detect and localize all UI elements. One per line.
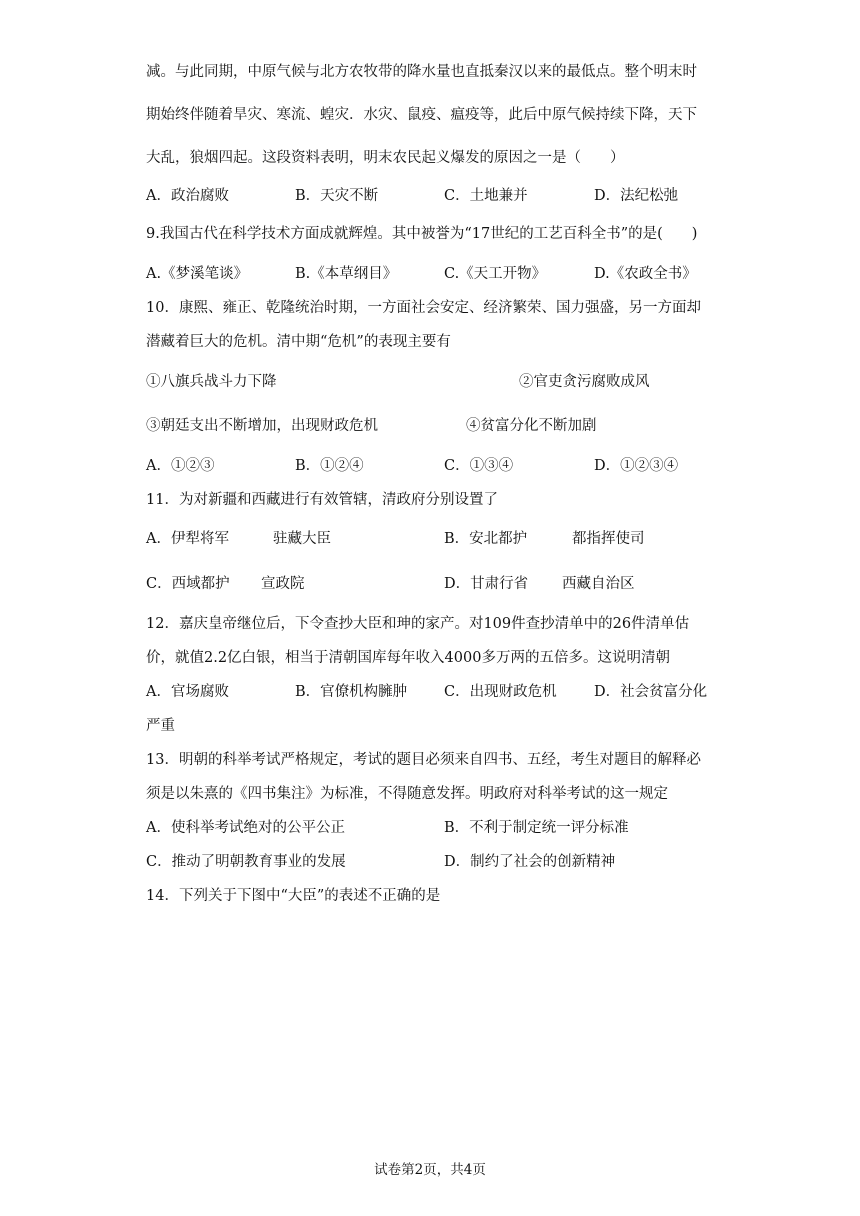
q12-option-d: D．社会贫富分化 — [594, 684, 708, 700]
q10-option-b: B．①②④ — [295, 458, 364, 474]
q11-option-d: D．甘肃行省 — [444, 576, 529, 592]
q11-option-b-second: 都指挥使司 — [572, 531, 645, 547]
q8-line-3: 大乱，狼烟四起。这段资料表明，明末农民起义爆发的原因之一是（ ） — [146, 150, 625, 166]
q9-option-b: B.《本草纲目》 — [295, 266, 398, 282]
q12-option-c: C．出现财政危机 — [444, 684, 557, 700]
q10-item-1: ①八旗兵战斗力下降 — [146, 374, 277, 390]
page-footer: 试卷第2页，共4页 — [374, 1162, 486, 1178]
q10-line-1: 10．康熙、雍正、乾隆统治时期，一方面社会安定、经济繁荣、国力强盛，另一方面却 — [146, 300, 701, 316]
q13-option-d: D．制约了社会的创新精神 — [444, 854, 616, 870]
q10-option-c: C．①③④ — [444, 458, 514, 474]
q10-item-3: ③朝廷支出不断增加，出现财政危机 — [146, 418, 378, 434]
q8-line-1: 减。与此同期，中原气候与北方农牧带的降水量也直抵秦汉以来的最低点。整个明末时 — [146, 64, 697, 80]
q11-option-d-second: 西藏自治区 — [562, 576, 635, 592]
q11-option-c: C．西域都护 — [146, 576, 230, 592]
q12-option-a: A．官场腐败 — [146, 684, 229, 700]
q8-option-a: A．政治腐败 — [146, 188, 229, 204]
q12-option-b: B．官僚机构臃肿 — [295, 684, 408, 700]
q12-line-1: 12．嘉庆皇帝继位后，下令查抄大臣和珅的家产。对109件查抄清单中的26件清单估 — [146, 616, 690, 632]
q10-option-d: D．①②③④ — [594, 458, 679, 474]
q10-item-2: ②官吏贪污腐败成风 — [519, 374, 650, 390]
q13-line-2: 须是以朱熹的《四书集注》为标准，不得随意发挥。明政府对科举考试的这一规定 — [146, 786, 668, 802]
q13-option-c: C．推动了明朝教育事业的发展 — [146, 854, 346, 870]
q11-option-c-second: 宣政院 — [261, 576, 305, 592]
q13-line-1: 13．明朝的科举考试严格规定，考试的题目必须来自四书、五经，考生对题目的解释必 — [146, 752, 701, 768]
q12-option-d-wrap: 严重 — [146, 718, 175, 734]
q12-line-2: 价，就值2.2亿白银，相当于清朝国库每年收入4000多万两的五倍多。这说明清朝 — [146, 650, 670, 666]
q13-option-b: B．不利于制定统一评分标准 — [444, 820, 629, 836]
q8-option-b: B．天灾不断 — [295, 188, 379, 204]
q8-option-c: C．土地兼并 — [444, 188, 528, 204]
q8-option-d: D．法纪松弛 — [594, 188, 679, 204]
q9-option-c: C.《天工开物》 — [444, 266, 547, 282]
q10-item-4: ④贫富分化不断加剧 — [466, 418, 597, 434]
q9-stem: 9.我国古代在科学技术方面成就辉煌。其中被誉为“17世纪的工艺百科全书”的是( ) — [146, 226, 698, 242]
q11-option-a-second: 驻藏大臣 — [273, 531, 331, 547]
q14-stem: 14．下列关于下图中“大臣”的表述不正确的是 — [146, 888, 441, 904]
q11-stem: 11．为对新疆和西藏进行有效管辖，清政府分别设置了 — [146, 492, 498, 508]
q11-option-a: A．伊犁将军 — [146, 531, 229, 547]
q9-option-a: A.《梦溪笔谈》 — [146, 266, 249, 282]
q9-option-d: D.《农政全书》 — [594, 266, 697, 282]
q10-option-a: A．①②③ — [146, 458, 215, 474]
q10-line-2: 潜藏着巨大的危机。清中期“危机”的表现主要有 — [146, 334, 451, 350]
q11-option-b: B．安北都护 — [444, 531, 528, 547]
q8-line-2: 期始终伴随着旱灾、寒流、蝗灾．水灾、鼠疫、瘟疫等，此后中原气候持续下降，天下 — [146, 107, 697, 123]
q13-option-a: A．使科举考试绝对的公平公正 — [146, 820, 345, 836]
